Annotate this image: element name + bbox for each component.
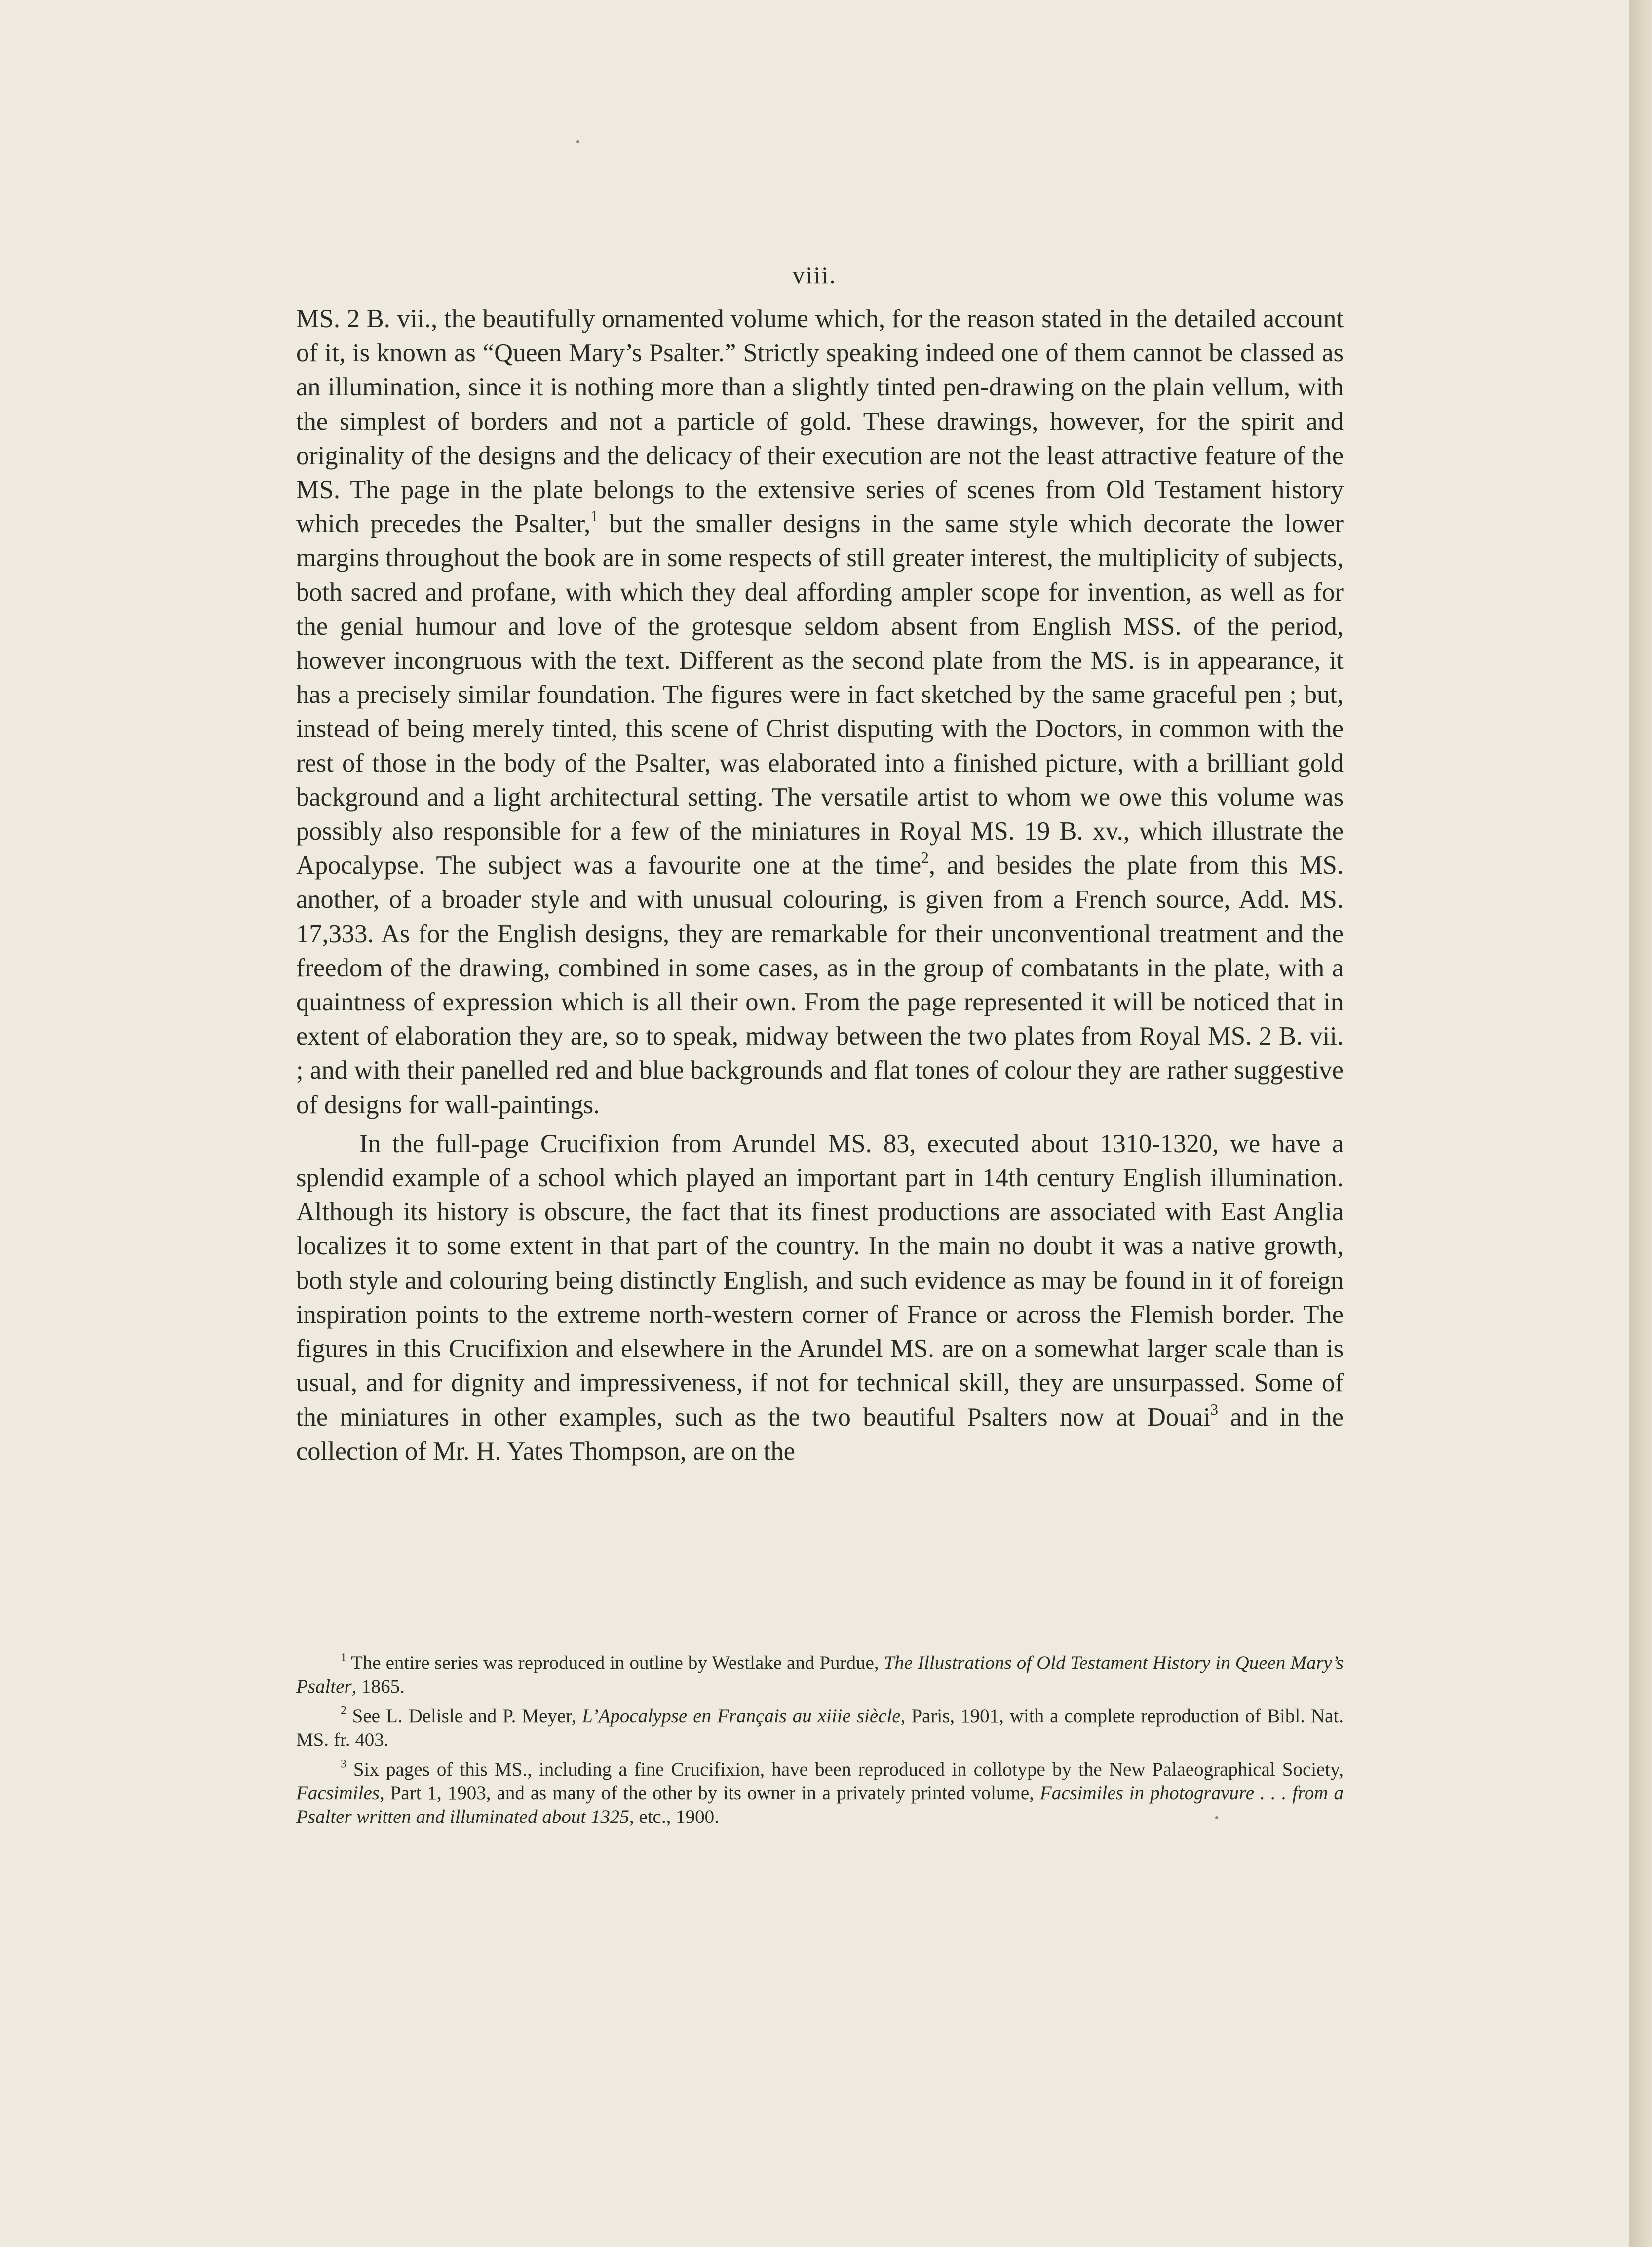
footnote-marker: 1	[341, 1651, 346, 1664]
page-edge	[1629, 0, 1652, 2247]
text-run: MS. 2 B. vii., the beautifully ornamented volume which, for the reason stated in the detailed account of it, is known as “Queen Mary’s Psalter.” Strictly speaking indeed one of them cannot be classed as an illumination, since it is nothing more than a slightly tinted pen-drawing on the plain vellum, with the simplest of borders and not a particle of gold. These drawings, however, for the spirit and originality of the designs and the delicacy of their execution are not the least attractive feature of the MS. The page in the plate belongs to the extensive series of scenes from Old Testament history which precedes the Psalter,	[296, 305, 1344, 539]
text-run: , Paris, 1901, with a complete reproduction of Bibl. Nat. MS. fr. 403.	[296, 1705, 1344, 1750]
text-run: Six pages of this MS., including a fine Crucifixion, have been reproduced in collotype by the New Palaeographical Society,	[346, 1759, 1344, 1780]
footnote-marker: 2	[341, 1704, 346, 1717]
page-number: viii.	[792, 261, 837, 289]
main-text	[296, 302, 1344, 1469]
footnote-marker: 2	[921, 849, 929, 867]
text-run: , 1865.	[351, 1676, 405, 1697]
italic-title: Facsimiles	[296, 1782, 380, 1804]
text-run: , Part 1, 1903, and as many of the other by its owner in a privately printed volume,	[379, 1782, 1040, 1804]
footnote-marker: 3	[1210, 1400, 1219, 1418]
footnote	[296, 1758, 1344, 1829]
footnote-marker: 1	[590, 507, 598, 525]
italic-title: Facsimiles in photogravure . . . from a Psalter written and illuminated about 1325	[296, 1782, 1344, 1827]
footnote-marker: 3	[341, 1757, 346, 1771]
text-run: , and besides the plate from this MS. another, of a broader style and with unusual colouring, is given from a French source, Add. MS. 17,333. As for the English designs, they are remarkable for their unconventional treatment and the freedom of the drawing, combined in some cases, as in the group of combatants in the plate, with a quaintness of expression which is all their own. From the page represented it will be noticed that in extent of elaboration they are, so to speak, midway between the two plates from Royal MS. 2 B. vii. ; and with their panelled red and blue backgrounds and flat tones of colour they are rather suggestive of designs for wall-paintings.	[296, 851, 1344, 1119]
text-run: In the full-page Crucifixion from Arundel MS. 83, executed about 1310-1320, we have a splendid example of a school which played an important part in 14th century English illumination. Although its history is obscure, the fact that its finest productions are associated with East Anglia localizes it to some extent in that part of the country. In the main no doubt it was a native growth, both style and colouring being distinctly English, and such evidence as may be found in it of foreign inspiration points to the extreme north-western corner of France or across the Flemish border. The figures in this Crucifixion and elsewhere in the Arundel MS. are on a somewhat larger scale than is usual, and for dignity and impressiveness, if not for technical skill, they are unsurpassed. Some of the miniatures in other examples, such as the two beautiful Psalters now at Douai	[296, 1129, 1344, 1432]
footnote	[296, 1705, 1344, 1752]
text-run: but the smaller designs in the same style which decorate the lower margins throughout the book are in some respects of still greater interest, the multiplicity of subjects, both sacred and profane, with which they deal affording ampler scope for invention, as well as for the genial humour and love of the grotesque seldom absent from English MSS. of the period, however incongruous with the text. Different as the second plate from the MS. is in appearance, it has a precisely similar foundation. The figures were in fact sketched by the same graceful pen ; but, instead of being merely tinted, this scene of Christ disputing with the Doctors, in common with the rest of those in the body of the Psalter, was elaborated into a finished picture, with a brilliant gold background and a light architectural setting. The versatile artist to whom we owe this volume was possibly also responsible for a few of the miniatures in Royal MS. 19 B. xv., which illustrate the Apocalypse. The subject was a favourite one at the time	[296, 509, 1344, 880]
text-run: , etc., 1900.	[629, 1806, 719, 1827]
footnotes	[296, 1651, 1344, 1835]
paragraph	[296, 1127, 1344, 1469]
paper-speck	[576, 140, 579, 143]
italic-title: L’Apocalypse en Français au xiiie siècle	[582, 1705, 901, 1727]
text-run: and in the collection of Mr. H. Yates Thompson, are on the	[296, 1402, 1344, 1466]
text-run: The entire series was reproduced in outline by Westlake and Purdue,	[346, 1652, 884, 1673]
footnote	[296, 1651, 1344, 1699]
paragraph	[296, 302, 1344, 1122]
italic-title: The Illustrations of Old Testament History in Queen Mary’s Psalter	[296, 1652, 1344, 1697]
text-run: See L. Delisle and P. Meyer,	[346, 1705, 582, 1727]
